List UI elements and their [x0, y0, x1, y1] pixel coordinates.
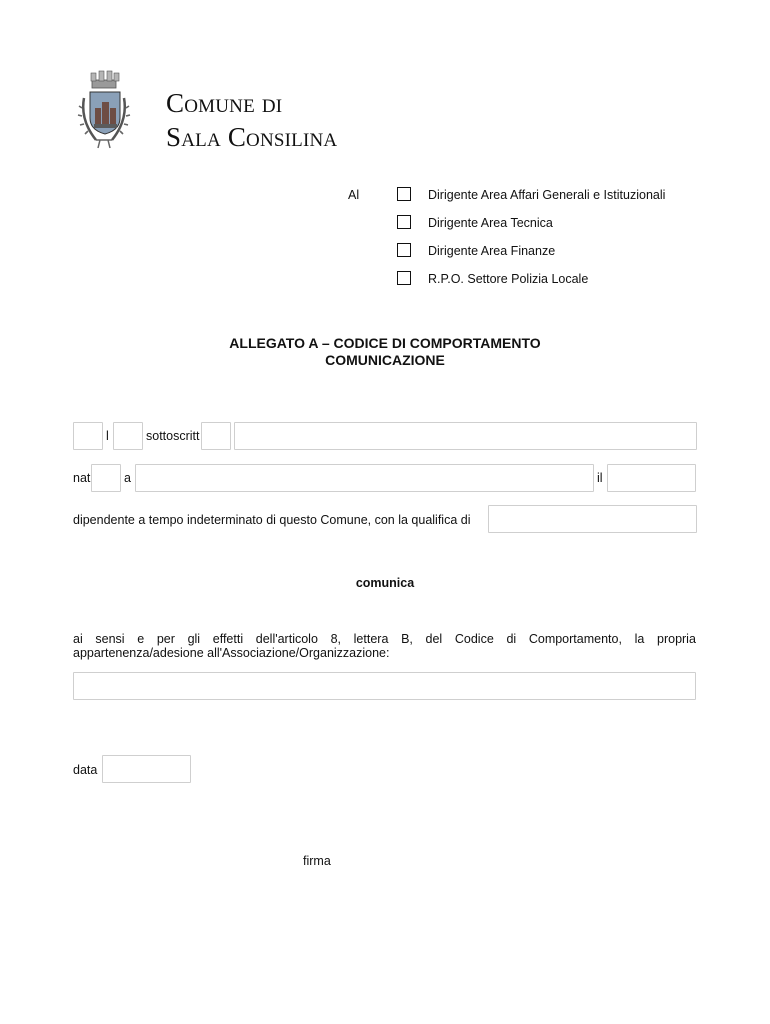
declaration-line-2: appartenenza/adesione all'Associazione/Organizzazione: [73, 646, 390, 660]
declaration-word: gli [187, 632, 201, 646]
birthplace-field[interactable] [135, 464, 594, 492]
full-name-field[interactable] [234, 422, 697, 450]
firma-label: firma [303, 854, 331, 868]
qualifica-label: dipendente a tempo indeterminato di questo Comune, con la qualifica di [73, 513, 471, 527]
town-name-line1: Comune di [166, 88, 283, 118]
nat-suffix-field[interactable] [91, 464, 121, 492]
association-field[interactable] [73, 672, 696, 700]
nat-label: nat [73, 471, 91, 485]
recipient-checkbox-affari-generali[interactable] [397, 187, 411, 201]
declaration-word: e [137, 632, 145, 646]
declaration-word: di [506, 632, 517, 646]
document-title: ALLEGATO A – CODICE DI COMPORTAMENTO [229, 335, 541, 351]
recipient-prefix: Al [348, 188, 360, 202]
declaration-word: per [156, 632, 175, 646]
recipient-label-area-finanze: Dirigente Area Finanze [428, 244, 556, 258]
declaration-word: Codice [454, 632, 494, 646]
declaration-word: lettera [353, 632, 389, 646]
declaration-word: propria [657, 632, 696, 646]
recipient-label-affari-generali: Dirigente Area Affari Generali e Istituzionali [428, 188, 666, 202]
date-field[interactable] [102, 755, 191, 783]
a-label: a [124, 471, 131, 485]
comunica-heading: comunica [355, 576, 415, 590]
recipient-checkbox-area-tecnica[interactable] [397, 215, 411, 229]
declaration-word: effetti [212, 632, 244, 646]
recipient-checkbox-polizia-locale[interactable] [397, 271, 411, 285]
document-subtitle: COMUNICAZIONE [325, 352, 445, 368]
il-label: il [597, 471, 603, 485]
qualifica-field[interactable] [488, 505, 697, 533]
birthdate-field[interactable] [607, 464, 696, 492]
declaration-word: ai [73, 632, 83, 646]
gender-suffix-field[interactable] [113, 422, 143, 450]
l-label: l [106, 429, 109, 443]
declaration-word: 8, [330, 632, 341, 646]
declaration-word: B, [401, 632, 413, 646]
town-name-line2: Sala Consilina [166, 122, 338, 152]
declaration-word: del [425, 632, 443, 646]
recipient-checkbox-area-finanze[interactable] [397, 243, 411, 257]
data-label: data [73, 763, 98, 777]
sottoscritt-suffix-field[interactable] [201, 422, 231, 450]
gender-prefix-field[interactable] [73, 422, 103, 450]
declaration-word: la [634, 632, 645, 646]
recipient-label-polizia-locale: R.P.O. Settore Polizia Locale [428, 272, 589, 286]
declaration-word: Comportamento, [528, 632, 622, 646]
sottoscritt-label: sottoscritt [146, 429, 200, 443]
recipient-label-area-tecnica: Dirigente Area Tecnica [428, 216, 553, 230]
declaration-line-1 [73, 632, 696, 646]
declaration-word: sensi [95, 632, 125, 646]
comune-crest-logo [76, 68, 132, 160]
declaration-word: dell'articolo [255, 632, 318, 646]
declaration-paragraph [73, 632, 696, 660]
